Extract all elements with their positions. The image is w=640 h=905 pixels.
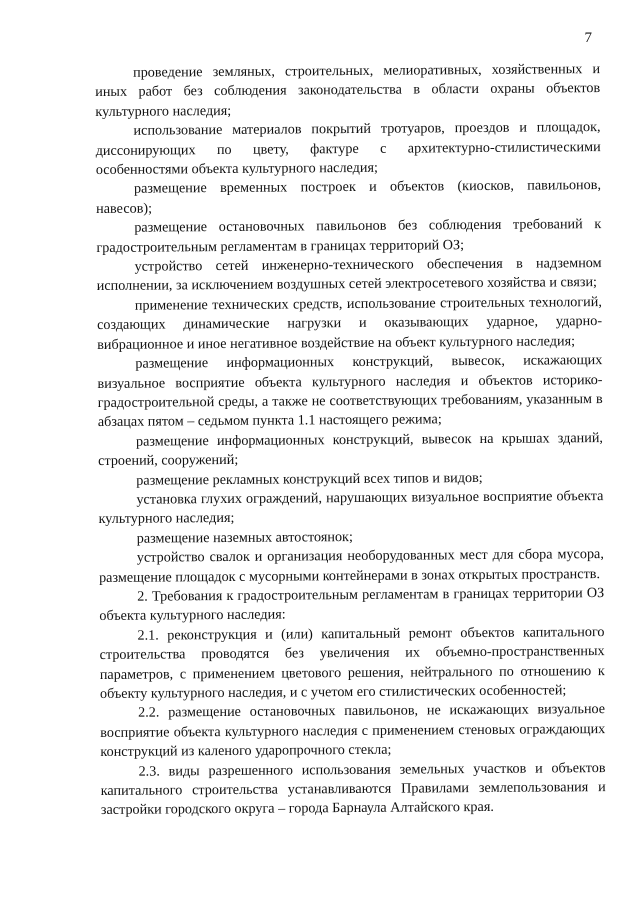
- paragraph: применение технических средств, использование строительных технологий, создающих динамические нагрузки и оказывающих ударное, ударно-вибрационное и иное негативное воздействие на объект культурного наследия;: [96, 293, 603, 353]
- paragraph: 2.3. виды разрешенного использования земельных участков и объектов капитального строительства устанавливаются Правилами землепользования и застройки городского округа – города Барнаула Алтайского края.: [100, 759, 606, 819]
- paragraph: устройство свалок и организация необорудованных мест для сбора мусора, размещение площадок с мусорными контейнерами в зонах открытых пространств.: [98, 546, 604, 586]
- paragraph: размещение информационных конструкций, вывесок, искажающих визуальное восприятие объекта культурного наследия и объектов историко-градостроительной среды, а также не соответствующих требованиям, указанным в абзацах пятом – седьмом пункта 1.1 настоящего режима;: [97, 352, 603, 431]
- paragraph: 2.2. размещение остановочных павильонов, не искажающих визуальное восприятие объекта культурного наследия с применением стеновых ограждающих конструкций из каленого ударопрочного стекла;: [100, 701, 606, 761]
- paragraph: размещение рекламных конструкций всех типов и видов;: [136, 469, 483, 489]
- page-number: 7: [584, 30, 592, 46]
- paragraph: размещение остановочных павильонов без соблюдения требований к градостроительным регламентам в границах территорий ОЗ;: [96, 216, 602, 256]
- paragraph: размещение временных построек и объектов (киосков, павильонов, навесов);: [96, 177, 602, 217]
- paragraph: использование материалов покрытий тротуаров, проездов и площадок, диссонирующих по цвету, фактуре с архитектурно-стилистическими особенностями объекта культурного наследия;: [95, 119, 601, 179]
- document-body: [95, 60, 606, 821]
- paragraph: размещение наземных автостоянок;: [136, 528, 353, 547]
- paragraph: 2.1. реконструкция и (или) капитальный ремонт объектов капитального строительства проводятся без увеличения их объемно-пространственных параметров, с применением цветового решения, нейтрального по отношению к объекту культурного наследия, и с учетом его стилистических особенностей;: [99, 623, 605, 702]
- paragraph: установка глухих ограждений, нарушающих визуальное восприятие объекта культурного наследия;: [98, 487, 604, 528]
- paragraph: проведение земляных, строительных, мелиоративных, хозяйственных и иных работ без соблюдения законодательства в области охраны объектов культурного наследия;: [95, 61, 601, 120]
- section-heading: 2. Требования к градостроительным регламентам в границах территории ОЗ объекта культурного наследия:: [99, 584, 605, 625]
- paragraph: размещение информационных конструкций, вывесок на крышах зданий, строений, сооружений;: [98, 429, 604, 470]
- paragraph: устройство сетей инженерно-технического обеспечения в надземном исполнении, за исключением воздушных сетей электросетевого хозяйства и связи;: [96, 255, 602, 295]
